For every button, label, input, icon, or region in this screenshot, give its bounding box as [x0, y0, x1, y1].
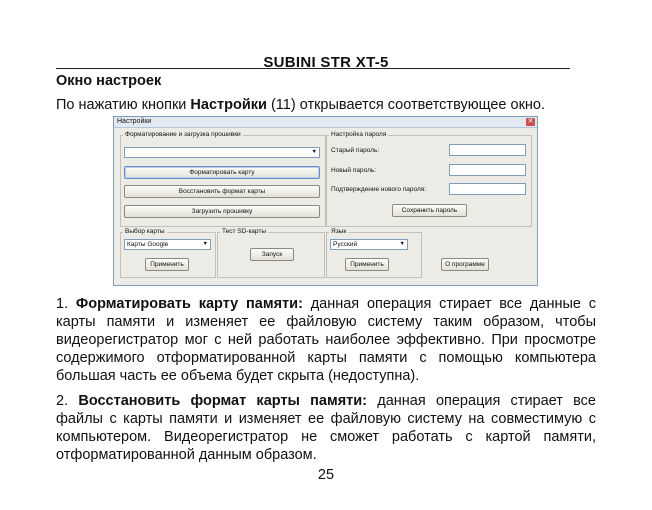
old-password-label: Старый пароль:: [331, 147, 380, 154]
new-password-field[interactable]: [449, 164, 526, 176]
close-icon[interactable]: ✕: [527, 118, 534, 125]
confirm-password-field[interactable]: [449, 183, 526, 195]
header-rule: [56, 68, 570, 69]
map-combo-value: Карты Google: [127, 241, 169, 248]
para2-bold: Восстановить формат карты памяти:: [78, 393, 368, 409]
map-group-label: Выбор карты: [125, 228, 165, 235]
sd-test-group-label: Тест SD-карты: [222, 228, 267, 235]
chevron-down-icon: ▼: [399, 241, 405, 247]
page-number: 25: [317, 467, 335, 483]
load-firmware-button[interactable]: Загрузить прошивку: [124, 205, 320, 218]
map-apply-button[interactable]: Применить: [145, 258, 189, 271]
restore-format-button[interactable]: Восстановить формат карты: [124, 185, 320, 198]
intro-before: По нажатию кнопки: [56, 97, 191, 113]
language-combo-value: Русский: [333, 241, 358, 248]
para1-number: 1.: [56, 296, 76, 312]
confirm-password-label: Подтверждение нового пароля:: [331, 186, 427, 193]
new-password-label: Новый пароль:: [331, 167, 377, 174]
para2-number: 2.: [56, 393, 79, 409]
old-password-field[interactable]: [449, 144, 526, 156]
firmware-combo[interactable]: [124, 147, 320, 158]
language-group-label: Язык: [331, 228, 347, 235]
section-title: Окно настроек: [56, 73, 162, 89]
about-button[interactable]: О программе: [441, 258, 489, 271]
format-card-button[interactable]: Форматировать карту: [124, 166, 320, 179]
para1-text: данная операция стирает все данные с карты памяти и изменяет ее файловую систему таким образом, чтобы видеорегистратор мог с ней работать наиболее эффективно. При просмотре содержимого отформатированной карты памяти с помощью компьютера большая часть ее объема будет скрыта (недоступна).: [56, 296, 596, 384]
intro-text: [56, 97, 545, 113]
format-group-label: Форматирование и загрузка прошивки: [125, 131, 241, 138]
document-header: SUBINI STR XT-5: [263, 54, 389, 71]
sd-test-start-button[interactable]: Запуск: [250, 248, 294, 261]
save-password-button[interactable]: Сохранить пароль: [392, 204, 467, 217]
language-apply-button[interactable]: Применить: [345, 258, 389, 271]
intro-bold: Настройки: [190, 97, 267, 113]
para1-bold: Форматировать карту памяти:: [75, 296, 303, 312]
dialog-title: Настройки: [117, 118, 152, 125]
chevron-down-icon: ▼: [311, 149, 317, 155]
para2-text: данная операция стирает все файлы с карты памяти и изменяет ее файловую систему на совместимую с компьютером. Видеорегистратор не сможет работать с картой памяти, отформатированной данным образом.: [56, 393, 596, 463]
map-combo[interactable]: [124, 239, 211, 250]
paragraph-restore-format: [56, 392, 596, 464]
paragraph-format-card: [56, 295, 596, 385]
dialog-titlebar: [114, 117, 537, 128]
settings-dialog: [113, 116, 538, 286]
chevron-down-icon: ▼: [202, 241, 208, 247]
password-group-label: Настройка пароля: [331, 131, 387, 138]
language-combo[interactable]: [330, 239, 408, 250]
intro-after: (11) открывается соответствующее окно.: [266, 97, 546, 113]
